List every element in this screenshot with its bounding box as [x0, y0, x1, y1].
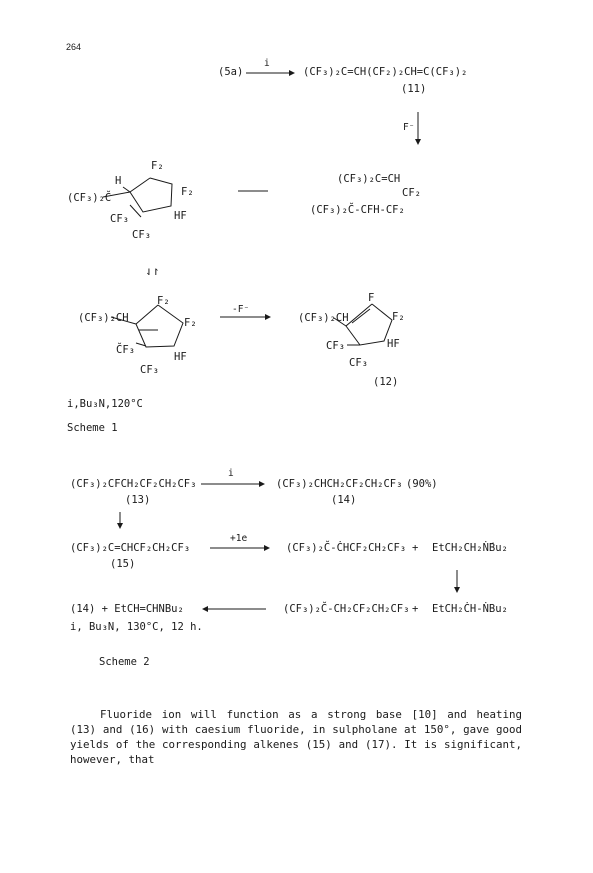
compound-14-label: (14)	[331, 494, 357, 506]
compound-14-yield: (90%)	[406, 478, 438, 490]
compound-13-label: (13)	[125, 494, 151, 506]
scheme1-conditions: i,Bu₃N,120°C	[67, 398, 143, 410]
equilibrium-arrows: ⇃↾	[145, 264, 160, 278]
ring1-cf3-bottom: CF₃	[132, 229, 151, 241]
body-paragraph: Fluoride ion will function as a strong base [10] and heating (13) and (16) with caesium fluoride, in sulpholane at 150°, gave good yields of the corresponding alkenes (15) and (17). It is significant, however, that	[70, 708, 522, 766]
ring1-f2-right: F₂	[181, 186, 194, 198]
fluoride-reagent: F⁻	[403, 122, 415, 133]
scheme2-conditions: i, Bu₃N, 130°C, 12 h.	[70, 621, 203, 633]
reactant-5a: (5a)	[218, 66, 244, 78]
carbanion-formula: (CF₃)₂C̆-CH₂CF₂CH₂CF₃	[283, 603, 410, 615]
ring2-bond-substituent	[111, 317, 136, 324]
compound-15-formula: (CF₃)₂C=CHCF₂CH₂CF₃	[70, 542, 191, 554]
amine-cation-formula: EtCH₂CH₂Ṅ́Bu₂	[432, 542, 508, 554]
ring3-f-top: F	[368, 292, 375, 304]
ring3-f2-right: F₂	[392, 311, 405, 323]
anion-line-3: (CF₃)₂C̆-CFH-CF₂	[310, 204, 405, 216]
ring3-hf: HF	[387, 338, 400, 350]
compound-13-formula: (CF₃)₂CFCH₂CF₂CH₂CF₃	[70, 478, 197, 490]
ring3-bond-substituent	[334, 318, 346, 326]
ring1-substituent: (CF₃)₂C̆	[67, 192, 112, 204]
page-number: 264	[66, 42, 82, 52]
ring3-cf3-left: CF₃	[326, 340, 345, 352]
reagent-i: i	[264, 58, 270, 69]
amine-radical-cation-formula: EtCH₂ĊH-ṄBu₂	[432, 603, 508, 615]
ring1-hf: HF	[174, 210, 187, 222]
anion-line-1: (CF₃)₂C=CH	[337, 173, 401, 185]
ring2-hf: HF	[174, 351, 187, 363]
ring1-cf3-left: CF₃	[110, 213, 129, 225]
ring1-bond-h	[123, 187, 130, 192]
ring3-cf3-bottom: CF₃	[349, 357, 368, 369]
anion-line-2: CF₂	[402, 187, 421, 199]
compound-14-formula: (CF₃)₂CHCH₂CF₂CH₂CF₃	[276, 478, 403, 490]
ring1-h: H	[115, 175, 122, 187]
compound-11-formula: (CF₃)₂C=CH(CF₂)₂CH=C(CF₃)₂	[303, 66, 468, 78]
ring2-f2-top: F₂	[157, 295, 170, 307]
ring3-substituent: (CF₃)₂CH	[298, 312, 349, 324]
scheme1-caption: Scheme 1	[67, 422, 118, 434]
compound-15-label: (15)	[110, 558, 136, 570]
scheme2-reagent-i: i	[228, 468, 234, 479]
radical-anion-formula: (CF₃)₂C̆-ĊHCF₂CH₂CF₃	[286, 542, 407, 554]
compound-12-label: (12)	[373, 376, 399, 388]
plus-sign-1: +	[412, 542, 419, 554]
ring2-substituent: (CF₃)₂CH	[78, 312, 129, 324]
compound-11-label: (11)	[401, 83, 427, 95]
scheme2-caption: Scheme 2	[99, 656, 150, 668]
ring1-bond-substituent	[103, 192, 130, 197]
elimination-reagent: -F⁻	[232, 304, 250, 315]
ring1-pentagon	[130, 178, 172, 212]
ring1-f2-top: F₂	[151, 160, 164, 172]
ring2-pentagon	[136, 305, 183, 347]
electron-transfer-reagent: +1e	[230, 533, 248, 544]
final-products: (14) + EtCH=CHNBu₂	[70, 603, 184, 615]
ring2-f2-right: F₂	[184, 317, 197, 329]
ring2-cf3-bottom: CF₃	[140, 364, 159, 376]
ring3-double-bond	[352, 309, 370, 323]
plus-sign-2: +	[412, 603, 419, 615]
ring2-cf3-left: C̆F₃	[116, 344, 135, 356]
